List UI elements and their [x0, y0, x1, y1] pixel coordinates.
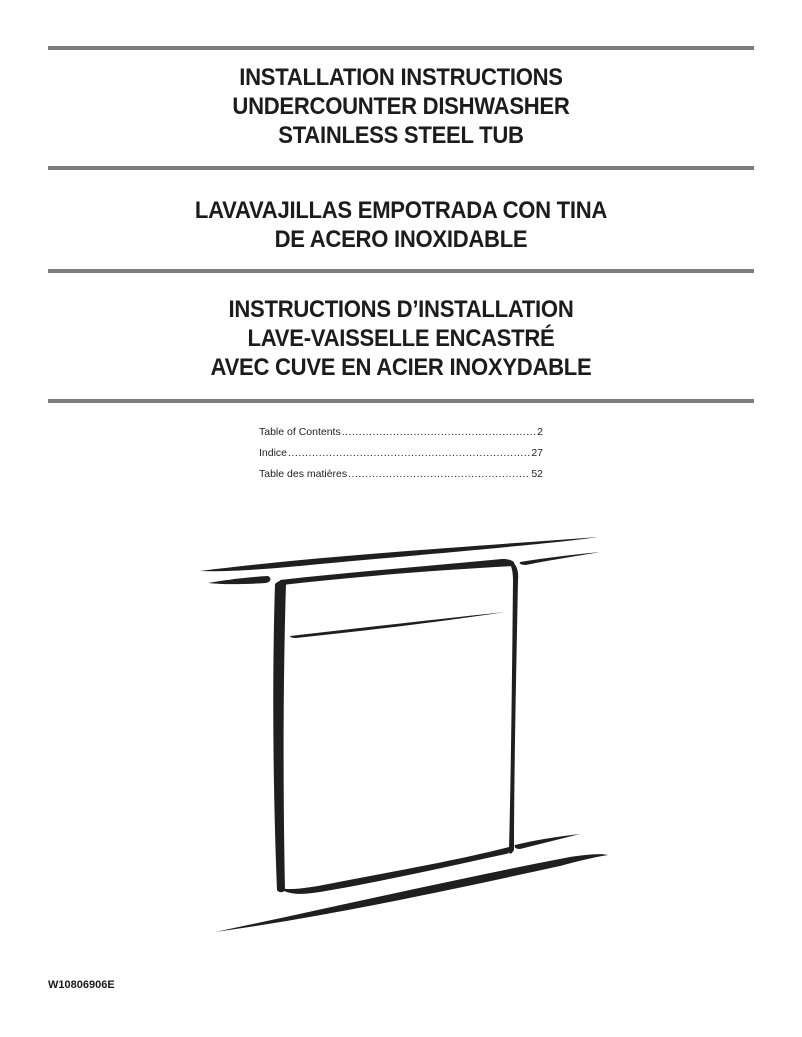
toc-label: Indice — [259, 447, 288, 459]
toc-leader-dots — [342, 426, 536, 438]
door-left-edge — [273, 581, 286, 893]
divider-rule — [48, 399, 754, 403]
toc-entry-spanish[interactable] — [259, 447, 543, 468]
title-line: UNDERCOUNTER DISHWASHER — [232, 93, 570, 120]
dishwasher-illustration-icon — [195, 530, 615, 940]
part-number: W10806906E — [48, 979, 115, 991]
door-bottom-edge — [278, 846, 513, 894]
title-line: STAINLESS STEEL TUB — [278, 122, 524, 149]
toc-page-number: 52 — [531, 468, 543, 480]
divider-rule — [48, 269, 754, 273]
toc-page-number: 27 — [531, 447, 543, 459]
floor-line — [215, 854, 608, 932]
title-line: DE ACERO INOXIDABLE — [274, 226, 528, 253]
title-line: INSTRUCTIONS D’INSTALLATION — [228, 296, 574, 323]
countertop-right-stub — [520, 552, 600, 565]
title-french — [48, 295, 754, 382]
toc-entry-french[interactable] — [259, 468, 543, 489]
title-line: AVEC CUVE EN ACIER INOXYDABLE — [210, 354, 592, 381]
toc-entry-english[interactable] — [259, 426, 543, 447]
toc-page-number: 2 — [537, 426, 543, 438]
divider-rule — [48, 46, 754, 50]
toc-leader-dots — [348, 468, 530, 480]
control-panel-line — [290, 612, 505, 638]
toc-leader-dots — [288, 447, 530, 459]
table-of-contents — [259, 426, 543, 489]
door-right-edge — [509, 561, 518, 854]
title-line: LAVE-VAISSELLE ENCASTRÉ — [247, 325, 555, 352]
countertop-edge — [200, 537, 598, 571]
title-english — [48, 63, 754, 150]
title-spanish — [48, 196, 754, 254]
right-toekick-stub — [515, 834, 580, 849]
divider-rule — [48, 166, 754, 170]
title-line: LAVAVAJILLAS EMPOTRADA CON TINA — [194, 197, 608, 224]
toc-label: Table des matières — [259, 468, 348, 480]
countertop-left-stub — [208, 576, 270, 584]
title-line: INSTALLATION INSTRUCTIONS — [239, 64, 563, 91]
toc-label: Table of Contents — [259, 426, 341, 438]
